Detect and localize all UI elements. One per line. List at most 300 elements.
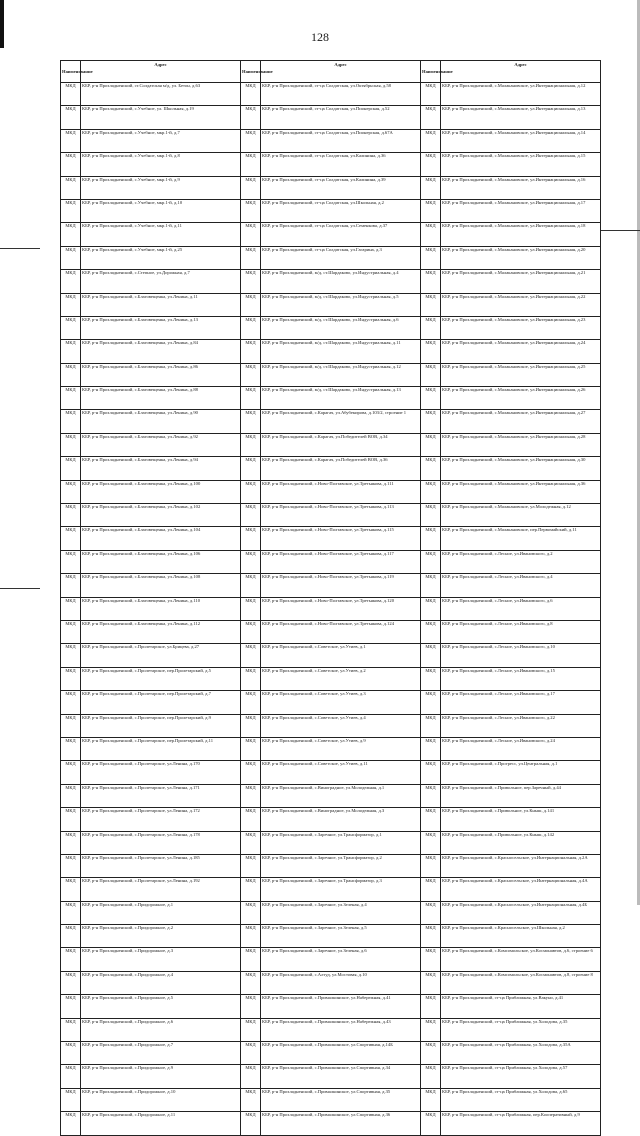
address-cell: КБР, р-н Прохладненский, м/д, ст.Шардаково, ул.Индустриальная, д.12 [261,363,421,386]
address-cell: КБР, р-н Прохладненский, м/д, ст.Шардаково, ул.Индустриальная, д.11 [261,340,421,363]
address-cell: КБР, р-н Прохладненский, м/д, ст.Шардаково, ул.Индустриальная, д.4 [261,270,421,293]
building-type-cell: МКД [61,995,81,1018]
building-type-cell: МКД [61,223,81,246]
building-type-cell: МКД [241,1088,261,1111]
building-type-cell: МКД [61,971,81,994]
table-row [61,83,601,106]
building-type-cell: МКД [421,410,441,433]
table-row [61,270,601,293]
table-body [61,83,601,1136]
building-type-cell: МКД [421,457,441,480]
building-type-cell: МКД [421,1088,441,1111]
page-number: 128 [311,30,329,44]
address-cell: КБР, р-н Прохладненский, с.Придорожное, д.1 [81,901,241,924]
table-row [61,1042,601,1065]
building-type-cell: МКД [241,1112,261,1135]
address-cell: КБР, р-н Прохладненский, с.Пролетарское, ул.Ленина, д.170 [81,761,241,784]
building-type-cell: МКД [421,644,441,667]
table-row [61,527,601,550]
address-cell: КБР, р-н Прохладненский, с.Пролетарское, ул.Ленина, д.192 [81,878,241,901]
address-cell: КБР, р-н Прохладненский, с.Малакановское, ул.Интернациональная, д.22 [441,293,601,316]
address-cell: КБР, р-н Прохладненский, с.Малакановское, ул.Интернациональная, д.24 [441,340,601,363]
building-type-cell: МКД [421,854,441,877]
column-header-address: Адрес [441,61,601,83]
housing-register-table [60,60,601,1136]
building-type-cell: МКД [241,83,261,106]
table-row [61,246,601,269]
building-type-cell: МКД [421,340,441,363]
table-row [61,433,601,456]
building-type-cell: МКД [241,1042,261,1065]
table-row [61,387,601,410]
table-row [61,854,601,877]
address-cell: КБР, р-н Прохладненский, ст-ца Приближная, ул.Холодова, д.65 [441,1088,601,1111]
table-row [61,995,601,1018]
address-cell: КБР, р-н Прохладненский, с.Советское, ул.Утиев, д.4 [261,714,421,737]
building-type-cell: МКД [421,901,441,924]
building-type-cell: МКД [241,527,261,550]
building-type-cell: МКД [241,878,261,901]
address-cell: КБР, р-н Прохладненский, с.Благовещенка, ул.Ленина, д.11 [81,293,241,316]
table-row [61,948,601,971]
address-cell: КБР, р-н Прохладненский, с.Пролетарское, пер.Пролетарский, д.9 [81,714,241,737]
address-cell: КБР, р-н Прохладненский, с.Лесное, ул.Ивановского, д.2 [441,550,601,573]
building-type-cell: МКД [241,340,261,363]
address-cell: КБР, р-н Прохладненский, ст-ца Приближная, ул.Холодова, д.57 [441,1065,601,1088]
building-type-cell: МКД [61,316,81,339]
building-type-cell: МКД [241,1018,261,1041]
building-type-cell: МКД [61,574,81,597]
address-cell: КБР, р-н Прохладненский, с.Малакановское, пер.Первомайский, д.11 [441,527,601,550]
table-row [61,1088,601,1111]
address-cell: КБР, р-н Прохладненский, с.Придорожное, д.2 [81,925,241,948]
building-type-cell: МКД [61,784,81,807]
address-cell: КБР, р-н Прохладненский, с.Благовещенка, ул.Ленина, д.86 [81,363,241,386]
address-cell: КБР, р-н Прохладненский, с.Малакановское, ул.Интернациональная, д.21 [441,270,601,293]
table-row [61,737,601,760]
address-cell: КБР, р-н Прохладненский, с.Придорожное, д.9 [81,1065,241,1088]
address-cell: КБР, р-н Прохладненский, ст-ца Приближная, ул.Холодова, д.35А [441,1042,601,1065]
building-type-cell: МКД [421,527,441,550]
address-cell: КБР, р-н Прохладненский, с.Ново-Полтавское, ул.Третьякова, д.124 [261,620,421,643]
address-cell: КБР, р-н Прохладненский, с.Придорожное, д.7 [81,1042,241,1065]
building-type-cell: МКД [241,714,261,737]
address-cell: КБР, р-н Прохладненский, с.Советское, ул.Утиев, д.3 [261,691,421,714]
address-cell: КБР, р-н Прохладненский, с.Пролетарское, пер.Пролетарский, д.11 [81,737,241,760]
building-type-cell: МКД [241,410,261,433]
address-cell: КБР, р-н Прохладненский, с.Благовещенка, ул.Ленина, д.13 [81,316,241,339]
building-type-cell: МКД [61,1088,81,1111]
address-cell: КБР, р-н Прохладненский, с.Малакановское, ул.Интернациональная, д.16 [441,176,601,199]
building-type-cell: МКД [421,1018,441,1041]
address-cell: КБР, р-н Прохладненский, с.Благовещенка, ул.Ленина, д.90 [81,410,241,433]
margin-mark [0,248,40,249]
building-type-cell: МКД [61,457,81,480]
building-type-cell: МКД [241,293,261,316]
building-type-cell: МКД [61,1042,81,1065]
building-type-cell: МКД [61,176,81,199]
address-cell: КБР, р-н Прохладненский, с.Комсомольское, ул.Космонавтов, д.8, строение 8 [441,971,601,994]
table-row [61,106,601,129]
address-cell: КБР, р-н Прохладненский, м/д, ст.Шардаково, ул.Индустриальная, д.5 [261,293,421,316]
building-type-cell: МКД [421,1065,441,1088]
address-cell: КБР, р-н Прохладненский, с.Прималкинское, ул.Спортивная, д.35 [261,1088,421,1111]
address-cell: КБР, р-н Прохладненский, с.Лесное, ул.Ивановского, д.24 [441,737,601,760]
building-type-cell: МКД [241,995,261,1018]
building-type-cell: МКД [61,1065,81,1088]
table-row [61,901,601,924]
building-type-cell: МКД [421,316,441,339]
building-type-cell: МКД [61,691,81,714]
table-row [61,410,601,433]
table-row [61,223,601,246]
building-type-cell: МКД [421,480,441,503]
building-type-cell: МКД [61,878,81,901]
address-cell: КБР, р-н Прохладненский, с.Учебное, мкр.1-й, д.10 [81,199,241,222]
building-type-cell: МКД [421,550,441,573]
address-cell: КБР, р-н Прохладненский, с.Карагач, ул.Победителей ВОВ, д.36 [261,457,421,480]
address-cell: КБР, р-н Прохладненский, с.Советское, ул.Утиев, д.2 [261,667,421,690]
table-row [61,620,601,643]
address-cell: КБР, р-н Прохладненский, с.Благовещенка, ул.Ленина, д.110 [81,597,241,620]
building-type-cell: МКД [61,948,81,971]
building-type-cell: МКД [421,293,441,316]
address-cell: КБР, р-н Прохладненский, с.Благовещенка, ул.Ленина, д.88 [81,387,241,410]
building-type-cell: МКД [241,808,261,831]
building-type-cell: МКД [241,153,261,176]
address-cell: КБР, р-н Прохладненский, с.Прималкинское, ул.Спортивная, д.36 [261,1112,421,1135]
building-type-cell: МКД [61,1112,81,1135]
table-row [61,1018,601,1041]
building-type-cell: МКД [421,761,441,784]
building-type-cell: МКД [421,831,441,854]
address-cell: КБР, р-н Прохладненский, с.Малакановское, ул.Интернациональная, д.17 [441,199,601,222]
building-type-cell: МКД [421,574,441,597]
building-type-cell: МКД [61,620,81,643]
address-cell: КБР, р-н Прохладненский, с.Лесное, ул.Ивановского, д.8 [441,620,601,643]
address-cell: КБР, р-н Прохладненский, с.Учебное, мкр.1-й, д.11 [81,223,241,246]
address-cell: КБР, р-н Прохладненский, с.Пролетарское, ул.Ленина, д.171 [81,784,241,807]
building-type-cell: МКД [421,878,441,901]
address-cell: КБР, р-н Прохладненский, с.Малакановское, ул.Интернациональная, д.12 [441,83,601,106]
column-header-name: Наименование [421,61,441,83]
address-cell: КБР, р-н Прохладненский, с.Благовещенка, ул.Ленина, д.112 [81,620,241,643]
building-type-cell: МКД [61,901,81,924]
building-type-cell: МКД [421,667,441,690]
building-type-cell: МКД [241,433,261,456]
building-type-cell: МКД [61,714,81,737]
address-cell: КБР, р-н Прохладненский, с.Карагач, ул.Победителей ВОВ, д.34 [261,433,421,456]
building-type-cell: МКД [241,270,261,293]
building-type-cell: МКД [61,808,81,831]
address-cell: КБР, р-н Прохладненский, с.Учебное, мкр.1-й, д.9 [81,176,241,199]
table-row [61,457,601,480]
building-type-cell: МКД [241,691,261,714]
address-cell: КБР, р-н Прохладненский, с.Пролетарское, ул.Ленина, д.185 [81,854,241,877]
table-row [61,831,601,854]
address-cell: КБР, р-н Прохладненский, с.Виноградное, ул.Молодежная, д.3 [261,808,421,831]
address-cell: КБР, р-н Прохладненский, с.Благовещенка, ул.Ленина, д.102 [81,504,241,527]
address-cell: КБР, р-н Прохладненский, с.Малакановское, ул.Интернациональная, д.23 [441,316,601,339]
table-row [61,644,601,667]
address-cell: КБР, р-н Прохладненский, с.Заречное, ул.Трансформатор, д.1 [261,831,421,854]
margin-mark [0,588,40,589]
building-type-cell: МКД [421,106,441,129]
building-type-cell: МКД [61,1018,81,1041]
address-cell: КБР, р-н Прохладненский, с.Малакановское, ул.Интернациональная, д.36 [441,480,601,503]
building-type-cell: МКД [241,457,261,480]
address-cell: КБР, р-н Прохладненский, с.Малакановское, ул.Интернациональная, д.27 [441,410,601,433]
building-type-cell: МКД [61,387,81,410]
address-cell: КБР, р-н Прохладненский, с.Заречное, ул.Трансформатор, д.2 [261,854,421,877]
address-cell: КБР, р-н Прохладненский, с.Благовещенка, ул.Ленина, д.92 [81,433,241,456]
building-type-cell: МКД [421,504,441,527]
address-cell: КБР, р-н Прохладненский, с.Пролетарское, пер.Пролетарский, д.7 [81,691,241,714]
address-cell: КБР, р-н Прохладненский, с.Малакановское, ул.Интернациональная, д.30 [441,457,601,480]
building-type-cell: МКД [421,808,441,831]
address-cell: КБР, р-н Прохладненский, с.Алтуд, ул.Мостовая, д.10 [261,971,421,994]
address-cell: КБР, р-н Прохладненский, м/д, ст.Шардаково, ул.Индустриальная, д.13 [261,387,421,410]
building-type-cell: МКД [61,550,81,573]
building-type-cell: МКД [61,363,81,386]
address-cell: КБР, р-н Прохладненский, с.Пролетарское, пер.Пролетарский, д.5 [81,667,241,690]
building-type-cell: МКД [241,761,261,784]
table-row [61,1065,601,1088]
address-cell: КБР, р-н Прохладненский, ст-ца Солдатская, ул.Пионерская, д.52 [261,106,421,129]
table-row [61,808,601,831]
table-row [61,153,601,176]
address-cell: КБР, р-н Прохладненский, с.Малакановское, ул.Интернациональная, д.28 [441,433,601,456]
address-cell: КБР, р-н Прохладненский, с.Ново-Полтавское, ул.Третьякова, д.117 [261,550,421,573]
table-row [61,176,601,199]
building-type-cell: МКД [421,129,441,152]
table-row [61,925,601,948]
building-type-cell: МКД [61,480,81,503]
building-type-cell: МКД [241,737,261,760]
building-type-cell: МКД [61,737,81,760]
building-type-cell: МКД [61,293,81,316]
building-type-cell: МКД [421,620,441,643]
building-type-cell: МКД [421,363,441,386]
address-cell: КБР, р-н Прохладненский, с.Благовещенка, ул.Ленина, д.106 [81,550,241,573]
building-type-cell: МКД [421,387,441,410]
address-cell: КБР, р-н Прохладненский, с.Придорожное, д.11 [81,1112,241,1135]
table-row [61,597,601,620]
address-cell: КБР, р-н Прохладненский, с.Привольное, ул.Кныш, д.141 [441,808,601,831]
address-cell: КБР, р-н Прохладненский, с.Малакановское, ул.Интернациональная, д.20 [441,246,601,269]
building-type-cell: МКД [61,246,81,269]
building-type-cell: МКД [421,1042,441,1065]
address-cell: КБР, р-н Прохладненский, с.Прималкинское, ул.Спортивная, д.14Б [261,1042,421,1065]
building-type-cell: МКД [61,433,81,456]
address-cell: КБР, р-н Прохладненский, с.Красносельское, ул.Интернациональная, д.4А [441,878,601,901]
address-cell: КБР, р-н Прохладненский, с.Ново-Полтавское, ул.Третьякова, д.111 [261,480,421,503]
building-type-cell: МКД [241,948,261,971]
building-type-cell: МКД [421,246,441,269]
building-type-cell: МКД [61,106,81,129]
address-cell: КБР, р-н Прохладненский, с.Пролетарское, ул.Ленина, д.178 [81,831,241,854]
address-cell: КБР, р-н Прохладненский, с.Придорожное, д.6 [81,1018,241,1041]
address-cell: КБР, р-н Прохладненский, с.Придорожное, д.5 [81,995,241,1018]
building-type-cell: МКД [241,667,261,690]
address-cell: КБР, р-н Прохладненский, с.Придорожное, д.3 [81,948,241,971]
building-type-cell: МКД [61,340,81,363]
address-cell: КБР, р-н Прохладненский, с.Лесное, ул.Ивановского, д.10 [441,644,601,667]
address-cell: КБР, р-н Прохладненский, с.Лесное, ул.Ивановского, д.4 [441,574,601,597]
building-type-cell: МКД [241,106,261,129]
table-row [61,340,601,363]
address-cell: КБР, р-н Прохладненский, с.Ново-Полтавское, ул.Третьякова, д.115 [261,527,421,550]
building-type-cell: МКД [421,223,441,246]
address-cell: КБР, р-н Прохладненский, с.Привольное, ул.Кныш, д.142 [441,831,601,854]
building-type-cell: МКД [241,363,261,386]
address-cell: КБР, р-н Прохладненский, с.Прималкинское, ул.Набережная, д.41 [261,995,421,1018]
building-type-cell: МКД [421,714,441,737]
table-row [61,480,601,503]
building-type-cell: МКД [61,597,81,620]
address-cell: КБР, р-н Прохладненский, с.Благовещенка, ул.Ленина, д.94 [81,457,241,480]
building-type-cell: МКД [241,223,261,246]
address-cell: КБР, р-н Прохладненский, с.Красносельское, ул.Интернациональная, д.2А [441,854,601,877]
address-cell: КБР, р-н Прохладненский, с.Малакановское, ул.Интернациональная, д.13 [441,106,601,129]
address-cell: КБР, р-н Прохладненский, с.Лесное, ул.Ивановского, д.17 [441,691,601,714]
address-cell: КБР, р-н Прохладненский, с.Малакановское, ул.Интернациональная, д.18 [441,223,601,246]
table-row [61,363,601,386]
address-cell: КБР, р-н Прохладненский, с.Малакановское, ул.Интернациональная, д.25 [441,363,601,386]
address-cell: КБР, р-н Прохладненский, с.Учебное, мкр.1-й, д.7 [81,129,241,152]
address-cell: КБР, р-н Прохладненский, ст-ца Солдатская, ул.Октябрьская, д.58 [261,83,421,106]
address-cell: КБР, р-н Прохладненский, с.Заречное, ул.Зеленая, д.6 [261,948,421,971]
address-cell: КБР, р-н Прохладненский, с.Благовещенка, ул.Ленина, д.100 [81,480,241,503]
address-cell: КБР, р-н Прохладненский, ст-ца Солдатская, ул.Гагарина, д.3 [261,246,421,269]
address-cell: КБР, р-н Прохладненский, с.Придорожное, д.10 [81,1088,241,1111]
address-cell: КБР, р-н Прохладненский, с.Ново-Полтавское, ул.Третьякова, д.120 [261,597,421,620]
building-type-cell: МКД [61,199,81,222]
table-row [61,878,601,901]
building-type-cell: МКД [421,925,441,948]
building-type-cell: МКД [421,199,441,222]
building-type-cell: МКД [241,597,261,620]
building-type-cell: МКД [241,971,261,994]
building-type-cell: МКД [241,176,261,199]
address-cell: КБР, р-н Прохладненский, с.Красносельское, ул.Интернациональная, д.4Б [441,901,601,924]
address-cell: КБР, р-н Прохладненский, с.Заречное, ул.Трансформатор, д.3 [261,878,421,901]
column-header-address: Адрес [81,61,241,83]
building-type-cell: МКД [241,1065,261,1088]
building-type-cell: МКД [61,153,81,176]
building-type-cell: МКД [241,199,261,222]
address-cell: КБР, р-н Прохладненский, ст-ца Приближная, пер.Кооперативный, д.9 [441,1112,601,1135]
address-cell: КБР, р-н Прохладненский, с.Малакановское, ул.Молодежная, д.12 [441,504,601,527]
building-type-cell: МКД [421,270,441,293]
column-header-name: Наименование [61,61,81,83]
column-header-address: Адрес [261,61,421,83]
building-type-cell: МКД [241,480,261,503]
building-type-cell: МКД [61,644,81,667]
table-row [61,667,601,690]
address-cell: КБР, р-н Прохладненский, с.Прималкинское, ул.Набережная, д.43 [261,1018,421,1041]
address-cell: КБР, р-н Прохладненский, ст-ца Приближная, ул.Холодова, д.35 [441,1018,601,1041]
building-type-cell: МКД [421,784,441,807]
address-cell: КБР, р-н Прохладненский, с.Учебное, ул. Школьная, д.19 [81,106,241,129]
building-type-cell: МКД [61,504,81,527]
table-row [61,761,601,784]
address-cell: КБР, р-н Прохладненский, с.Малакановское, ул.Интернациональная, д.14 [441,129,601,152]
table-row [61,784,601,807]
address-cell: КБР, р-н Прохладненский, с.Степное, ул.Дорожная, д.7 [81,270,241,293]
address-cell: КБР, р-н Прохладненский, с.Малакановское, ул.Интернациональная, д.26 [441,387,601,410]
address-cell: КБР, р-н Прохладненский, ст-ца Солдатская, ул.Школьная, д.2 [261,199,421,222]
address-cell: КБР, р-н Прохладненский, с.Лесное, ул.Ивановского, д.22 [441,714,601,737]
building-type-cell: МКД [61,410,81,433]
building-type-cell: МКД [241,925,261,948]
address-cell: КБР, р-н Прохладненский, с.Ново-Полтавское, ул.Третьякова, д.119 [261,574,421,597]
address-cell: КБР, р-н Прохладненский, с.Придорожное, д.4 [81,971,241,994]
building-type-cell: МКД [421,995,441,1018]
column-header-name: Наименование [241,61,261,83]
building-type-cell: МКД [421,971,441,994]
table-row [61,504,601,527]
building-type-cell: МКД [421,176,441,199]
table-row [61,316,601,339]
table-row [61,293,601,316]
building-type-cell: МКД [61,527,81,550]
building-type-cell: МКД [241,620,261,643]
address-cell: КБР, р-н Прохладненский, с.Комсомольское, ул.Космонавтов, д.6, строение 6 [441,948,601,971]
building-type-cell: МКД [61,270,81,293]
building-type-cell: МКД [421,433,441,456]
building-type-cell: МКД [421,83,441,106]
table-row [61,550,601,573]
building-type-cell: МКД [61,761,81,784]
building-type-cell: МКД [241,387,261,410]
address-cell: КБР, р-н Прохладненский, с.Пролетарское, ул.Ленина, д.172 [81,808,241,831]
building-type-cell: МКД [421,153,441,176]
address-cell: КБР, р-н Прохладненский, с.Привольное, пер.Заречный, д.44 [441,784,601,807]
building-type-cell: МКД [241,504,261,527]
address-cell: КБР, р-н Прохладненский, с.Красносельское, ул.Школьная, д.2 [441,925,601,948]
address-cell: КБР, р-н Прохладненский, с.Советское, ул.Утиев, д.1 [261,644,421,667]
address-cell: КБР, р-н Прохладненский, с.Виноградное, ул.Молодежная, д.1 [261,784,421,807]
address-cell: КБР, р-н Прохладненский, с.Ново-Полтавское, ул.Третьякова, д.113 [261,504,421,527]
address-cell: КБР, р-н Прохладненский, ст-ца Солдатская, ул.Калинина, д.36 [261,153,421,176]
building-type-cell: МКД [421,691,441,714]
address-cell: КБР, р-н Прохладненский, с.Лесное, ул.Ивановского, д.6 [441,597,601,620]
building-type-cell: МКД [61,925,81,948]
table-row [61,1112,601,1135]
address-cell: КБР, р-н Прохладненский, ст-ца Солдатская, ул.Семенкова, д.37 [261,223,421,246]
building-type-cell: МКД [421,597,441,620]
address-cell: КБР, р-н Прохладненский, с.Благовещенка, ул.Ленина, д.108 [81,574,241,597]
address-cell: КБР, р-н Прохладненский, с.Заречное, ул.Зеленая, д.4 [261,901,421,924]
table-row [61,714,601,737]
address-cell: КБР, р-н Прохладненский, ст-ца Солдатская, ул.Пионерская, д.67А [261,129,421,152]
table-header-row [61,61,601,83]
address-cell: КБР, р-н Прохладненский, с.Малакановское, ул.Интернациональная, д.15 [441,153,601,176]
building-type-cell: МКД [241,644,261,667]
building-type-cell: МКД [421,737,441,760]
address-cell: КБР, р-н Прохладненский, с.Карагач, ул.Абубекирова, д.103/2, строение 1 [261,410,421,433]
building-type-cell: МКД [421,948,441,971]
building-type-cell: МКД [241,246,261,269]
address-cell: КБР, р-н Прохладненский, с.Благовещенка, ул.Ленина, д.104 [81,527,241,550]
address-cell: КБР, р-н Прохладненский, с.Благовещенка, ул.Ленина, д.84 [81,340,241,363]
building-type-cell: МКД [61,129,81,152]
building-type-cell: МКД [61,83,81,106]
building-type-cell: МКД [241,316,261,339]
building-type-cell: МКД [241,901,261,924]
table-row [61,199,601,222]
